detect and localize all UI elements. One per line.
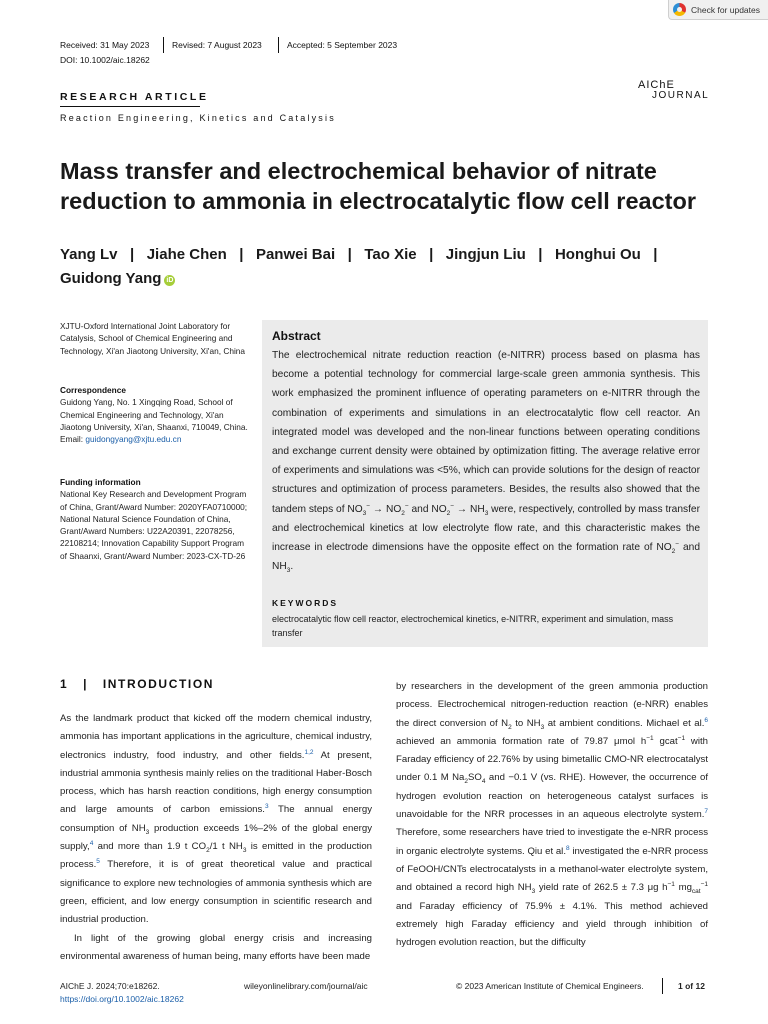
affiliation: XJTU-Oxford International Joint Laboratory for Catalysis, School of Chemical Engineering and Technology, Xi'an Jiaotong University, Xi'an, China (60, 321, 246, 356)
citation-link[interactable]: 4 (89, 839, 94, 847)
intro-paragraph-1: As the landmark product that kicked off the modern chemical industry, ammonia has important applications in the agriculture, chemical industry, electronics industry, food industry, and other fields.$^{1,2}$ At present, industrial ammonia synthesis mainly relies on the traditional Haber-Bosch process, which has harsh reaction conditions, high energy consumption and large amounts of carbon emissions.$^3$ The annual energy consumption of $NH_3$ production exceeds 1%–2% of the global energy supply,$^4$ and more than 1.9 t $CO_2/1$ t $NH_3$ is emitted in the production process.$^5$ Therefore, it is of great theoretical value and practical significance to explore new technologies of ammonia synthesis which are green, efficient, and low energy consumption in scientific research and industrial production. (60, 713, 372, 926)
citation-link[interactable]: 7 (704, 807, 708, 815)
introduction-heading: 1 | INTRODUCTION (60, 677, 215, 691)
author-guidong-yang[interactable]: Guidong Yang (60, 270, 162, 287)
funding-text: National Key Research and Development Program of China, Grant/Award Number: 2020YFA0710000; National Natural Science Foundation of China, Grant/Award Numbers: U22A20391, 22078256, 22108214; Innovation Capability Support Program of Shaanxi, Grant/Award Number: 2023-CX-TD-26 (60, 489, 248, 561)
citation-link[interactable]: 3 (264, 803, 269, 811)
abstract-heading: Abstract (272, 329, 321, 343)
intro-paragraph-2: In light of the growing global energy crisis and increasing environmental awareness of human being, many efforts have been made (60, 932, 372, 962)
logo-line1: AIChE (638, 79, 675, 91)
accepted-date: Accepted: 5 September 2023 (287, 40, 398, 50)
page-number: 1 of 12 (678, 981, 705, 991)
intro-right-column (396, 678, 708, 952)
funding-block (60, 476, 250, 562)
section-label: Reaction Engineering, Kinetics and Catalysis (60, 113, 336, 123)
revised-date: Revised: 7 August 2023 (172, 40, 262, 50)
intro-paragraph-right: by researchers in the development of the green ammonia production process. Electrochemical nitrogen-reduction reaction (e-NRR) enables the direct conversion of $N_2$ to $NH_3$ at ambient conditions. Michael et al.$^6$ achieved an ammonia formation rate of 79.87 μmol $h^{-1}$ gcat$^{-1}$ with Faraday efficiency of 22.76% by using bimetallic CMO-NR electrocatalyst under 0.1 M $Na_2SO_4$ and −0.1 V (vs. RHE). However, the occurrence of hydrogen evolution reaction on heterogeneous catalyst surfaces is unavoidable for the NRR processes in an aqueous electrolyte system.$^7$ Therefore, some researchers have tried to investigate the e-NRR process in organic electrolyte systems. Qiu et al.$^8$ investigated the e-NRR process of FeOOH/CNTs electrocatalysts in a methanol-water electrolyte system, and obtained a record high $NH_3$ yield rate of 262.5 ± 7.3 μg $h^{-1}$ $mg_{cat}^{-1}$ and Faraday efficiency of 75.9% ± 4.1%. This method achieved extremely high Faraday efficiency and yield through inhibition of hydrogen evolution reaction, but the difficulty (396, 681, 708, 949)
abstract-text: The electrochemical nitrate reduction reaction (e-NITRR) process based on plasma has become a potential technology for commercial large-scale green ammonia synthesis. This work emphasized the prominent influence of operating parameters on e-NITRR through the combination of experiments and simulations in an electrocatalytic flow cell reactor. An integrated model was developed and the non-linear functions between operating conditions and exchange current density were obtained by optimization fitting. The average relative error of experiments and simulations was <5%, which can provide solutions for the design of reactor structures and optimization of process parameters. Besides, the results also showed that the tandem steps of $NO_3^- \to NO_2^-$ and $NO_2^- \to NH_3$ were, respectively, controlled by mass transfer and electrochemical kinetics at low electrolyte flow rate, and this characteristic makes the increase in electrode dimensions have the opposite effect on the formation rate of $NO_2^-$ and $NH_3$. (272, 350, 700, 575)
correspondence-block (60, 384, 250, 445)
article-type-rule (60, 106, 200, 107)
keywords-text: electrocatalytic flow cell reactor, electrochemical kinetics, e-NITRR, experiment and simulation, mass transfer (272, 614, 674, 638)
crossmark-icon (673, 3, 686, 16)
check-for-updates-button[interactable] (668, 0, 768, 20)
footer-doi-link[interactable]: https://doi.org/10.1002/aic.18262 (60, 994, 184, 1004)
authors-line1: Yang Lv | Jiahe Chen | Panwei Bai | Tao Xie | Jingjun Liu | Honghui Ou | (60, 246, 658, 263)
footer-journal-link[interactable]: wileyonlinelibrary.com/journal/aic (244, 981, 368, 991)
footer-citation-block (60, 980, 184, 1006)
check-for-updates-label: Check for updates (691, 4, 760, 15)
aiche-journal-logo (636, 78, 716, 102)
email-label: Email: (60, 434, 86, 445)
logo-line2: JOURNAL (652, 90, 710, 101)
header-divider (278, 37, 279, 53)
citation-link[interactable]: 5 (96, 858, 100, 866)
authors-line2 (60, 267, 720, 291)
footer-citation: AIChE J. 2024;70:e18262. (60, 981, 160, 991)
citation-link[interactable]: 1,2 (304, 748, 314, 756)
correspondence-text: Guidong Yang, No. 1 Xingqing Road, School of Chemical Engineering and Technology, Xi'an Jiaotong University, Xi'an, Shaanxi, 710049, China. (60, 397, 248, 432)
email-link[interactable]: guidongyang@xjtu.edu.cn (85, 434, 182, 445)
doi: DOI: 10.1002/aic.18262 (60, 55, 150, 65)
orcid-icon[interactable]: iD (166, 277, 174, 284)
correspondence-heading: Correspondence (60, 385, 126, 395)
keywords-heading: KEYWORDS (272, 598, 339, 608)
citation-link[interactable]: 6 (704, 716, 708, 724)
citation-link[interactable]: 8 (565, 844, 570, 852)
footer-copyright: © 2023 American Institute of Chemical Engineers. (456, 981, 644, 991)
footer-divider (662, 978, 663, 994)
article-type: RESEARCH ARTICLE (60, 91, 209, 103)
article-title: Mass transfer and electrochemical behavior of nitrate reduction to ammonia in electrocatalytic flow cell reactor (60, 158, 696, 214)
funding-heading: Funding information (60, 477, 141, 487)
intro-left-column (60, 710, 372, 966)
author-list (60, 243, 720, 291)
header-divider (163, 37, 164, 53)
received-date: Received: 31 May 2023 (60, 40, 150, 50)
